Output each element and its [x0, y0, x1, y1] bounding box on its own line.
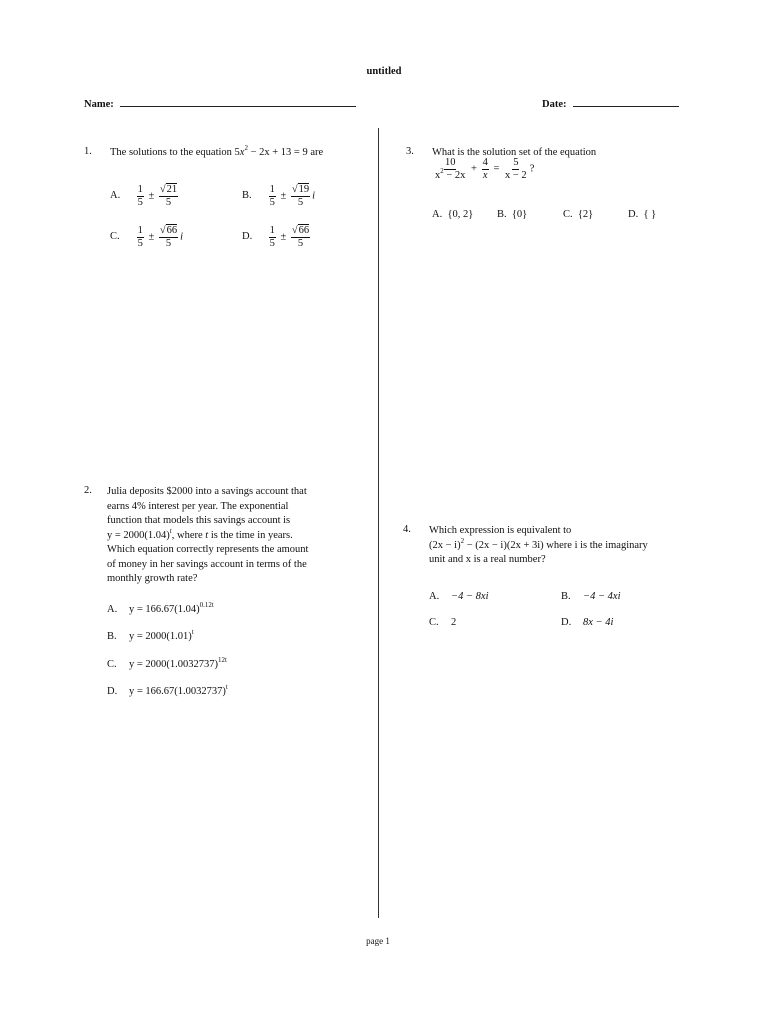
- question-1-option-b[interactable]: B. $\frac{1}{5}$ ± $\frac{√19}{5}$ i: [242, 184, 316, 208]
- document-title: untitled: [366, 66, 402, 77]
- date-field[interactable]: [542, 99, 679, 110]
- name-line: [120, 106, 356, 107]
- question-4-option-b[interactable]: B. −4 − 4xi: [561, 591, 621, 602]
- question-4-number: 4.: [403, 524, 411, 535]
- question-4-line: unit and x is a real number?: [429, 554, 546, 565]
- name-label: Name:: [84, 99, 114, 110]
- column-divider: [378, 128, 379, 918]
- page-number: page 1: [366, 936, 390, 946]
- question-4-line: $(2x - i)^2 - (2x - i)(2x + 3i)$ where i is the imaginary: [429, 536, 648, 551]
- question-2-line: Which equation correctly represents the amount: [107, 544, 309, 555]
- name-field[interactable]: [84, 99, 356, 110]
- question-2-number: 2.: [84, 485, 92, 496]
- question-3-option-c[interactable]: C. {2}: [563, 209, 594, 220]
- date-label: Date:: [542, 99, 567, 110]
- question-3-number: 3.: [406, 146, 414, 157]
- question-3-equation: $\frac{10}{x^2 - 2x}$ + $\frac{4}{x}$ = $\frac{5}{x - 2}$ ?: [435, 157, 535, 181]
- question-2-line: monthly growth rate?: [107, 573, 198, 584]
- question-2-line: function that models this savings account is: [107, 515, 291, 526]
- question-4-line: Which expression is equivalent to: [429, 525, 572, 536]
- question-2-option-c[interactable]: C. $y = 2000(1.0032737)^{12t}$: [107, 656, 227, 670]
- question-3-option-b[interactable]: B. {0}: [497, 209, 528, 220]
- question-1-option-a[interactable]: A. $\frac{1}{5}$ ± $\frac{√21}{5}$: [110, 184, 178, 208]
- question-2-line: $y = 2000(1.04)^t$, where t is the time in years.: [107, 526, 293, 541]
- date-line: [573, 106, 679, 107]
- question-1-option-c[interactable]: C. $\frac{1}{5}$ ± $\frac{√66}{5}$ i: [110, 225, 184, 249]
- question-3-text: What is the solution set of the equation: [432, 147, 597, 158]
- question-4-option-a[interactable]: A. −4 − 8xi: [429, 591, 489, 602]
- question-4-text: [429, 524, 683, 568]
- question-1-text: The solutions to the equation $5x^2 - 2x + 13 = 9$ are: [110, 144, 324, 158]
- question-2-option-b[interactable]: B. $y = 2000(1.01)^t$: [107, 628, 194, 642]
- question-1-number: 1.: [84, 146, 92, 157]
- question-1-option-d[interactable]: D. $\frac{1}{5}$ ± $\frac{√66}{5}$: [242, 225, 310, 249]
- question-4-option-c[interactable]: C. 2: [429, 617, 457, 628]
- question-2-text: [107, 485, 353, 587]
- question-2-option-a[interactable]: A. $y = 166.67(1.04)^{0.12t}$: [107, 601, 214, 615]
- question-3-option-d[interactable]: D. { }: [628, 209, 657, 220]
- question-2-line: earns 4% interest per year. The exponential: [107, 500, 289, 512]
- question-2-line: Julia deposits $2000 into a savings account that: [107, 486, 307, 497]
- question-3-option-a[interactable]: A. {0, 2}: [432, 209, 474, 220]
- question-4-option-d[interactable]: D. 8x − 4i: [561, 617, 614, 628]
- question-2-line: of money in her savings account in terms of the: [107, 558, 307, 570]
- question-2-option-d[interactable]: D. $y = 166.67(1.0032737)^t$: [107, 683, 228, 697]
